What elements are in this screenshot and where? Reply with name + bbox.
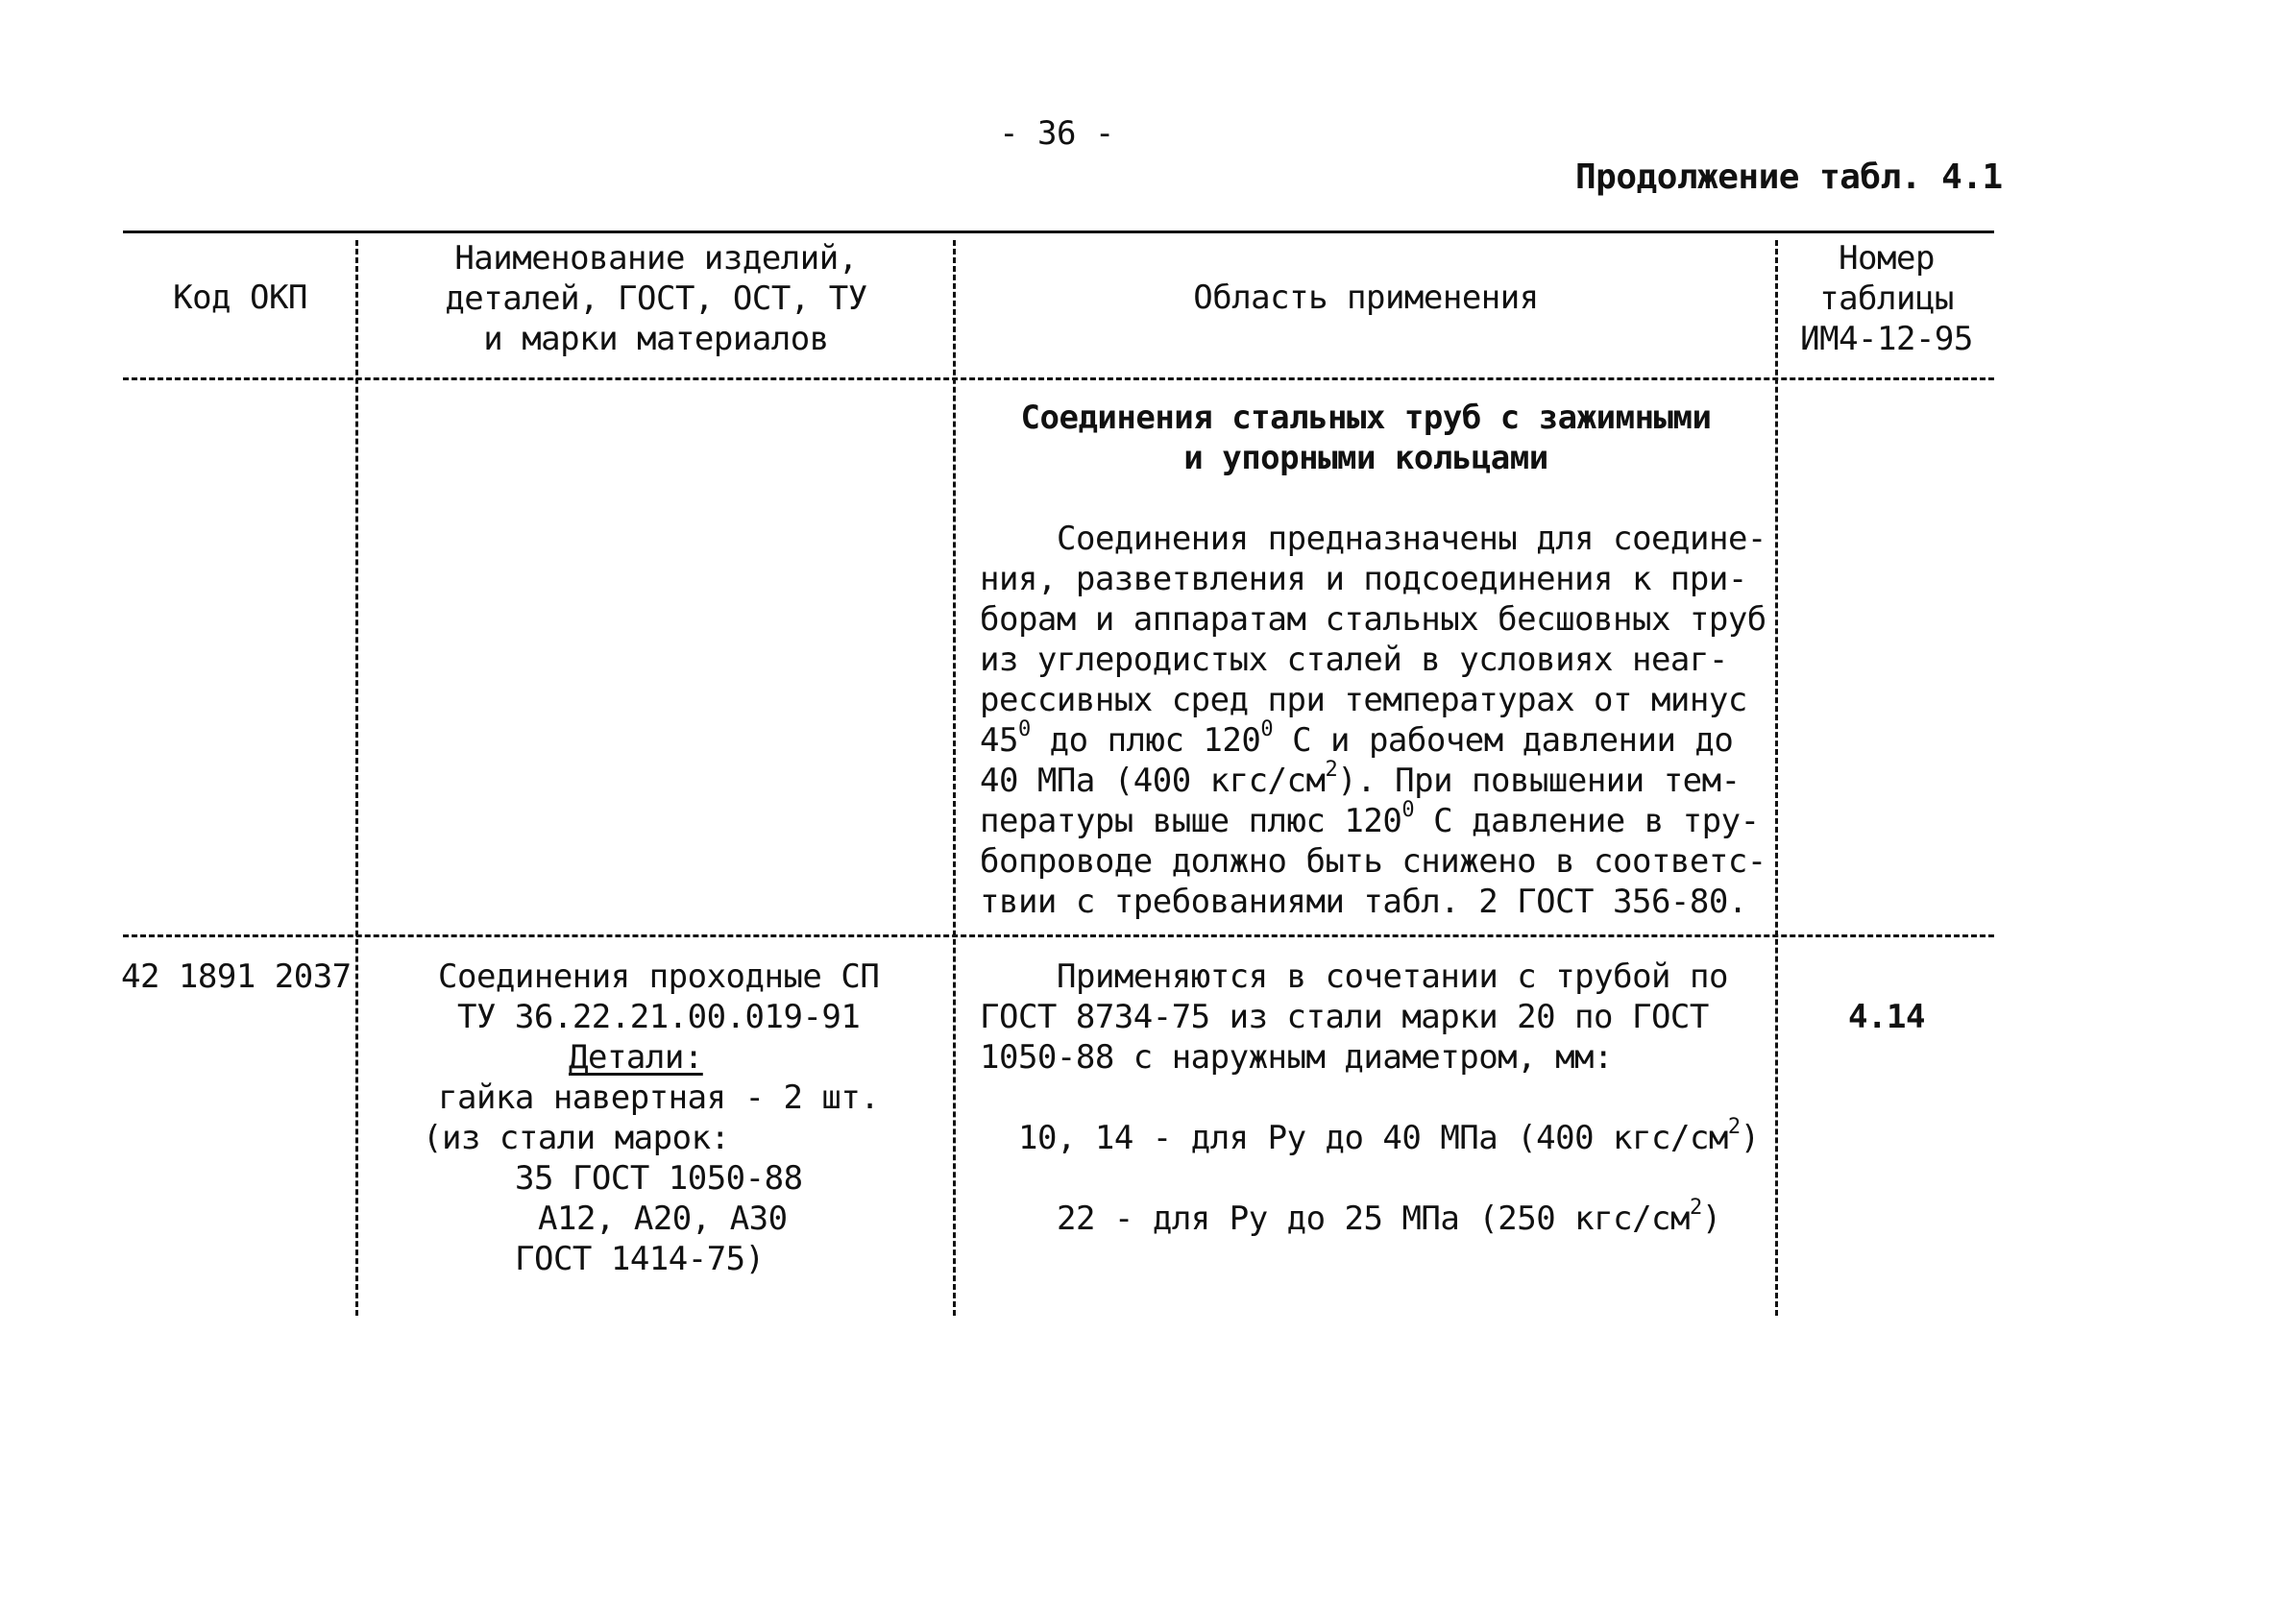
okp-code: 42 1891 2037	[121, 957, 352, 996]
row-separator-rule	[123, 934, 1994, 937]
section-title-line-2: и упорными кольцами	[1183, 439, 1548, 477]
product-name-line-4: гайка навертная - 2 шт.	[438, 1079, 880, 1117]
header-bottom-rule	[123, 377, 1994, 380]
product-name-line-6: 35 ГОСТ 1050-88	[515, 1159, 803, 1198]
header-code-okp: Код ОКП	[173, 279, 307, 317]
application-line-4: 10, 14 - для Ру до 40 МПа (400 кгс/$см^2$)	[1018, 1114, 1760, 1157]
section-text-line-2: ния, разветвления и подсоединения к при-	[980, 560, 1747, 598]
header-name-line-3: и марки материалов	[483, 320, 829, 358]
column-divider-2	[953, 240, 956, 1316]
product-name-line-8: ГОСТ 1414-75)	[515, 1240, 765, 1278]
product-name-line-2: ТУ 36.22.21.00.019-91	[457, 998, 861, 1036]
product-name-line-3: Детали:	[569, 1038, 703, 1077]
section-text-line-9: бопроводе должно быть снижено в соответс-	[980, 842, 1766, 881]
section-text-line-10: твии с требованиями табл. 2 ГОСТ 356-80.	[980, 883, 1747, 921]
application-line-2: ГОСТ 8734-75 из стали марки 20 по ГОСТ	[980, 998, 1709, 1036]
table-number: 4.14	[1848, 998, 1925, 1036]
header-table-no-line-2: таблицы	[1819, 279, 1954, 318]
product-name-line-1: Соединения проходные СП	[438, 957, 880, 996]
product-name-line-5: (из стали марок:	[423, 1119, 730, 1157]
application-line-3: 1050-88 с наружным диаметром, мм:	[980, 1038, 1614, 1077]
section-text-line-4: из углеродистых сталей в условиях неаг-	[980, 641, 1728, 679]
table-continuation-label: Продолжение табл. 4.1	[1575, 158, 2003, 197]
section-text-line-3: борам и аппаратам стальных бесшовных труб	[980, 600, 1766, 639]
section-title-line-1: Соединения стальных труб с зажимными	[1020, 399, 1712, 437]
application-line-1: Применяются в сочетании с трубой по	[1057, 957, 1728, 996]
product-name-line-7: А12, А20, А30	[538, 1200, 788, 1238]
section-text-line-7: 40 МПа (400 кгс/$см^2$). При повышении тем-	[980, 757, 1741, 800]
table-top-rule	[123, 230, 1994, 233]
section-text-line-1: Соединения предназначены для соедине-	[1057, 520, 1766, 558]
column-divider-1	[355, 240, 358, 1316]
section-text-line-8: пературы выше плюс $120^0$ С давление в тру-	[980, 797, 1760, 840]
header-name-line-1: Наименование изделий,	[454, 239, 858, 278]
application-line-5: 22 - для Ру до 25 МПа (250 кгс/$см^2$)	[1057, 1195, 1721, 1238]
section-text-line-5: рессивных сред при температурах от минус	[980, 681, 1747, 719]
page-number: - 36 -	[999, 114, 1114, 153]
section-text-line-6: $45^0$ до плюс $120^0$ С и рабочем давлении до	[980, 716, 1734, 760]
column-divider-3	[1775, 240, 1778, 1316]
header-table-no-line-1: Номер	[1839, 239, 1935, 278]
header-table-no-line-3: ИМ4-12-95	[1800, 320, 1973, 358]
header-application: Область применения	[1193, 279, 1539, 317]
header-name-line-2: деталей, ГОСТ, ОСТ, ТУ	[445, 279, 867, 318]
